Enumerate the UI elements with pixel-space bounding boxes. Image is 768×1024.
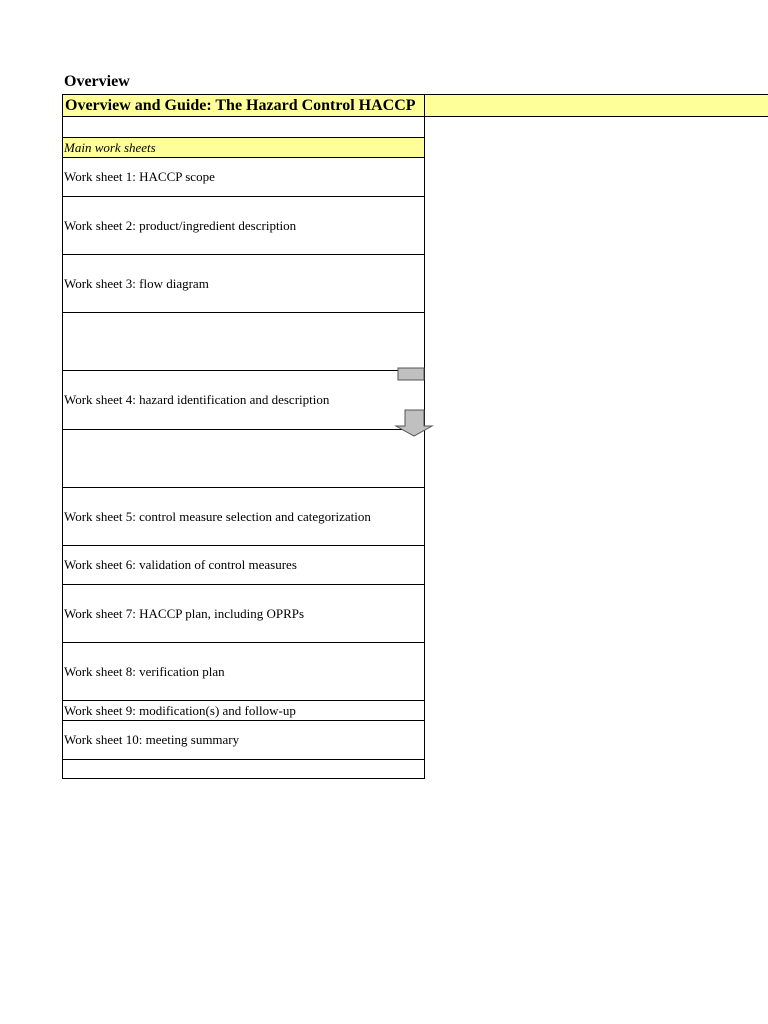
table-row-worksheet-5[interactable]: Work sheet 5: control measure selection and categorization — [63, 488, 424, 546]
table-row-worksheet-4[interactable]: Work sheet 4: hazard identification and description — [63, 371, 424, 430]
table-row-worksheet-10[interactable]: Work sheet 10: meeting summary — [63, 721, 424, 760]
table-row-worksheet-8[interactable]: Work sheet 8: verification plan — [63, 643, 424, 701]
table-row-worksheet-7[interactable]: Work sheet 7: HACCP plan, including OPRPs — [63, 585, 424, 643]
table-row-blank[interactable] — [63, 313, 424, 371]
overview-header-text: Overview and Guide: The Hazard Control HACCP — [65, 97, 416, 114]
table-row-blank[interactable] — [63, 117, 424, 138]
table-row-blank[interactable] — [63, 430, 424, 488]
table-row-worksheet-2[interactable]: Work sheet 2: product/ingredient description — [63, 197, 424, 255]
table-row-worksheet-1[interactable]: Work sheet 1: HACCP scope — [63, 158, 424, 197]
overview-header-row[interactable] — [62, 94, 768, 117]
table-row-blank[interactable] — [63, 760, 424, 779]
worksheet-index-table — [62, 117, 425, 779]
sheet-title: Overview — [64, 73, 130, 90]
column-divider — [424, 95, 425, 116]
table-row-worksheet-9[interactable]: Work sheet 9: modification(s) and follow-up — [63, 701, 424, 721]
table-row-worksheet-6[interactable]: Work sheet 6: validation of control measures — [63, 546, 424, 585]
table-row-worksheet-3[interactable]: Work sheet 3: flow diagram — [63, 255, 424, 313]
table-row-main-work-sheets[interactable]: Main work sheets — [63, 138, 424, 158]
